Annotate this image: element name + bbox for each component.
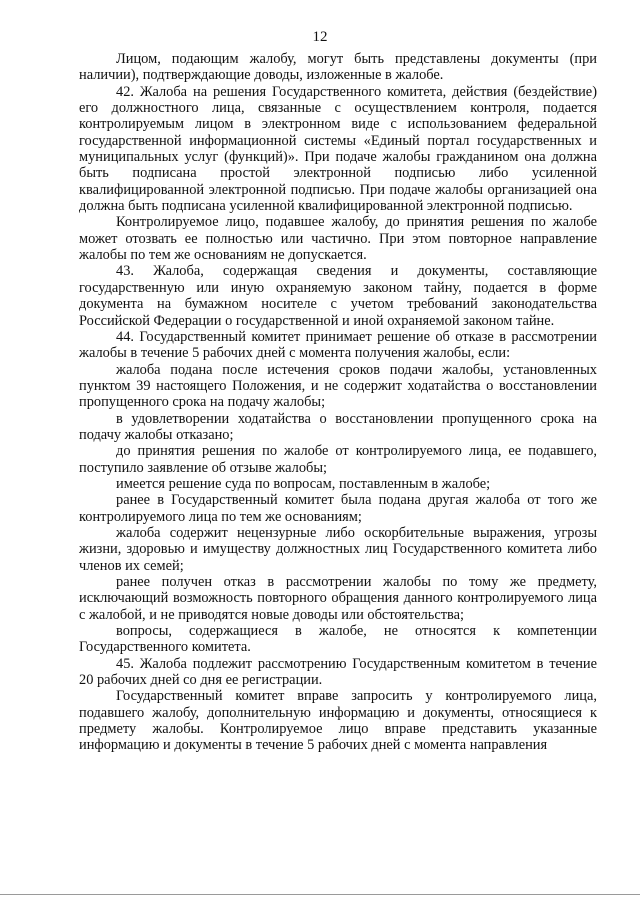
- bottom-rule: [0, 894, 640, 895]
- list-item-prior-refusal: ранее получен отказ в рассмотрении жалобы по тому же предмету, исключающий возможность повторного обращения данного контролируемого лица с жалобой, и не приводятся новые доводы или обстоятельства;: [79, 574, 597, 623]
- paragraph-evidence: Лицом, подающим жалобу, могут быть представлены документы (при наличии), подтверждающие доводы, изложенные в жалобе.: [79, 51, 597, 84]
- paragraph-item-43: 43. Жалоба, содержащая сведения и документы, составляющие государственную или иную охраняемую законом тайну, подается в форме документа на бумажном носителе с учетом требований законодательства Российской Федерации о государственной и иной охраняемой законом тайне.: [79, 263, 597, 329]
- paragraph-information-request: Государственный комитет вправе запросить у контролируемого лица, подавшего жалобу, дополнительную информацию и документы, относящиеся к предмету жалобы. Контролируемое лицо вправе представить указанные информацию и документы в течение 5 рабочих дней с момента направления: [79, 688, 597, 754]
- list-item-deadline-passed: жалоба подана после истечения сроков подачи жалобы, установленных пунктом 39 настоящего Положения, и не содержит ходатайства о восстановлении пропущенного срока на подачу жалобы;: [79, 361, 597, 411]
- list-item-offensive-content: жалоба содержит нецензурные либо оскорбительные выражения, угрозы жизни, здоровью и имуществу должностных лиц Государственного комитета либо членов их семей;: [79, 524, 597, 574]
- list-item-duplicate-complaint: ранее в Государственный комитет была подана другая жалоба от того же контролируемого лица по тем же основаниям;: [79, 492, 597, 525]
- list-item-petition-denied: в удовлетворении ходатайства о восстановлении пропущенного срока на подачу жалобы отказано;: [79, 410, 597, 443]
- paragraph-item-45: 45. Жалоба подлежит рассмотрению Государственным комитетом в течение 20 рабочих дней со дня ее регистрации.: [79, 655, 597, 689]
- page-number: 12: [312, 29, 328, 45]
- paragraph-withdrawal: Контролируемое лицо, подавшее жалобу, до принятия решения по жалобе может отозвать ее полностью или частично. При этом повторное направление жалобы по тем же основаниям не допускается.: [79, 214, 597, 264]
- list-item-withdrawal-filed: до принятия решения по жалобе от контролируемого лица, ее подавшего, поступило заявление об отзыве жалобы;: [79, 443, 597, 476]
- list-item-court-decision: имеется решение суда по вопросам, поставленным в жалобе;: [116, 475, 491, 492]
- document-body: [79, 51, 597, 754]
- paragraph-item-44: 44. Государственный комитет принимает решение об отказе в рассмотрении жалобы в течение 5 рабочих дней с момента получения жалобы, если:: [79, 328, 597, 362]
- list-item-outside-competence: вопросы, содержащиеся в жалобе, не относятся к компетенции Государственного комитета.: [79, 623, 597, 656]
- paragraph-item-42: 42. Жалоба на решения Государственного комитета, действия (бездействие) его должностного лица, связанные с осуществлением контроля, подается контролируемым лицом в электронном виде с использованием федеральной государственной информационной системы «Единый портал государственных и муниципальных услуг (функций)». При подаче жалобы гражданином она должна быть подписана простой электронной подписью либо усиленной квалифицированной электронной подписью. При подаче жалобы организацией она должна быть подписана усиленной квалифицированной электронной подписью.: [79, 83, 597, 215]
